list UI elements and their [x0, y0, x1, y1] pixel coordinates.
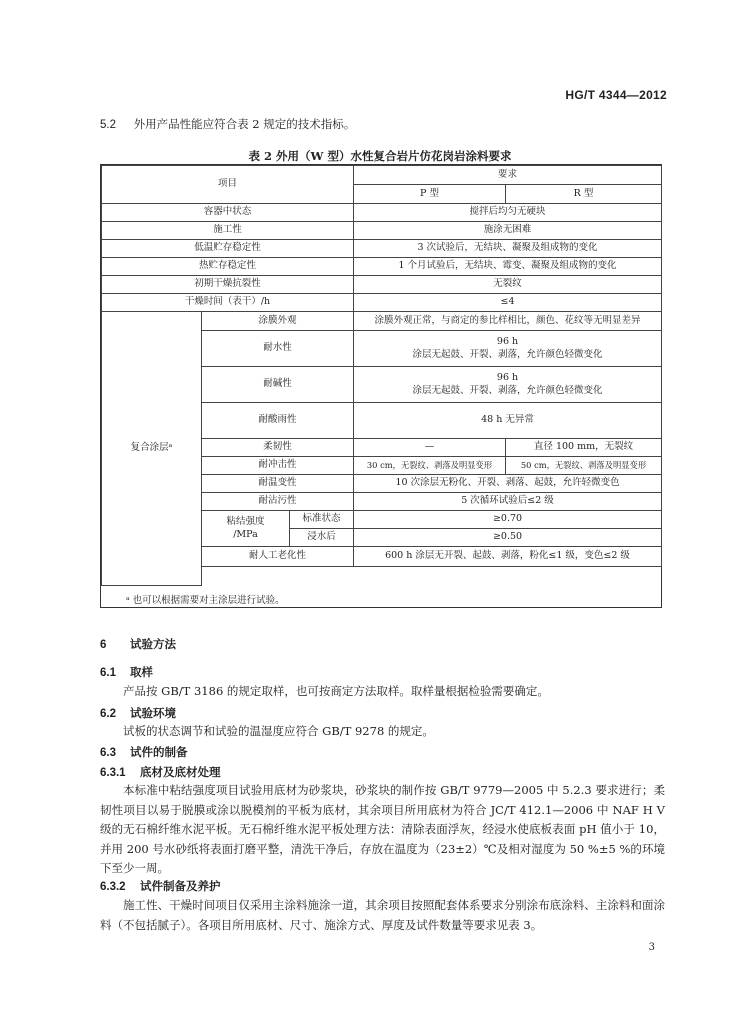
clause-text: 外用产品性能应符合表 2 规定的技术指标。	[133, 117, 356, 131]
section-6-3-heading: 6.3 试件的制备	[100, 747, 188, 759]
section-6-1-heading: 6.1 取样	[100, 667, 153, 679]
section-6-1-paragraph: 产品按 GB/T 3186 的规定取样，也可按商定方法取样。取样量根据检验需要确定。	[123, 684, 549, 698]
table-row: 耐温变性 10 次涂层无粉化、开裂、剥落、起鼓，允许轻微变色	[102, 475, 662, 493]
table-footnote: ᵃ 也可以根据需要对主涂层进行试验。	[126, 595, 285, 606]
table-row: 耐沾污性 5 次循环试验后≤2 级	[102, 493, 662, 511]
table-row: 粘结强度 /MPa 标准状态 ≥0.70	[102, 511, 662, 529]
table-row: 柔韧性 — 直径 100 mm，无裂纹	[102, 439, 662, 457]
table-row: 耐碱性 96 h 涂层无起鼓、开裂、剥落，允许颜色轻微变化	[102, 367, 662, 403]
table-row: 干燥时间（表干）/h ≤4	[102, 294, 662, 312]
header-item: 项目	[102, 166, 354, 204]
table-row: 复合涂层ᵃ 涂膜外观 涂膜外观正常，与商定的参比样相比，颜色、花纹等无明显差异	[102, 312, 662, 331]
table-row: 初期干燥抗裂性 无裂纹	[102, 276, 662, 294]
table-row: 施工性 施涂无困难	[102, 222, 662, 240]
table-row: 浸水后 ≥0.50	[102, 529, 662, 547]
composite-coating-label: 复合涂层ᵃ	[102, 312, 202, 586]
table-row: 低温贮存稳定性 3 次试验后，无结块、凝聚及组成物的变化	[102, 240, 662, 258]
clause-number: 5.2	[100, 119, 116, 131]
section-6-3-2-heading: 6.3.2 试件制备及养护	[100, 881, 221, 893]
table-row: 耐酸雨性 48 h 无异常	[102, 403, 662, 439]
header-p-type: P 型	[354, 185, 506, 204]
section-6-heading: 6 试验方法	[100, 639, 176, 651]
section-6-3-1-paragraph: 本标准中粘结强度项目试验用底材为砂浆块，砂浆块的制作按 GB/T 9779—2005 中 5.2.3 要求进行；柔韧性项目以易于脱膜或涂以脱模剂的平板为底材，其余项目所用底材为符合 JC/T 412.1—2006 中 NAF H V 级的无石棉纤维水泥平板。无石棉纤维水泥平板处理方法：清除表面浮灰，经浸水使底板表面 pH 值小于 10，并用 200 号水砂纸将表面打磨平整，清洗干净后，存放在温度为（23±2）℃及相对湿度为 50 %±5 %的环境下至少一周。	[100, 783, 665, 875]
table-row: 耐人工老化性 600 h 涂层无开裂、起鼓、剥落，粉化≤1 级，变色≤2 级	[102, 547, 662, 567]
header-r-type: R 型	[506, 185, 662, 204]
section-6-2-heading: 6.2 试验环境	[100, 708, 176, 720]
table-row: 容器中状态 搅拌后均匀无硬块	[102, 204, 662, 222]
page-number: 3	[648, 942, 655, 953]
requirements-table	[100, 164, 662, 608]
section-6-3-1-heading: 6.3.1 底材及底材处理	[100, 767, 221, 779]
table-title: 表 2 外用（W 型）水性复合岩片仿花岗岩涂料要求	[248, 149, 512, 163]
header-requirement: 要求	[354, 166, 662, 185]
section-6-2-paragraph: 试板的状态调节和试验的温湿度应符合 GB/T 9278 的规定。	[123, 724, 434, 738]
table-row: 耐冲击性 30 cm，无裂纹、剥落及明显变形 50 cm，无裂纹、剥落及明显变形	[102, 457, 662, 475]
clause-5-2	[100, 116, 355, 132]
table-row: 耐水性 96 h 涂层无起鼓、开裂、剥落，允许颜色轻微变化	[102, 331, 662, 367]
table-row: 热贮存稳定性 1 个月试验后，无结块、霉变、凝聚及组成物的变化	[102, 258, 662, 276]
standard-code: HG/T 4344—2012	[565, 88, 667, 102]
section-6-3-2-paragraph: 施工性、干燥时间项目仅采用主涂料施涂一道，其余项目按照配套体系要求分别涂布底涂料、主涂料和面涂料（不包括腻子）。各项目所用底材、尺寸、施涂方式、厚度及试件数量等要求见表 3。	[100, 898, 665, 932]
